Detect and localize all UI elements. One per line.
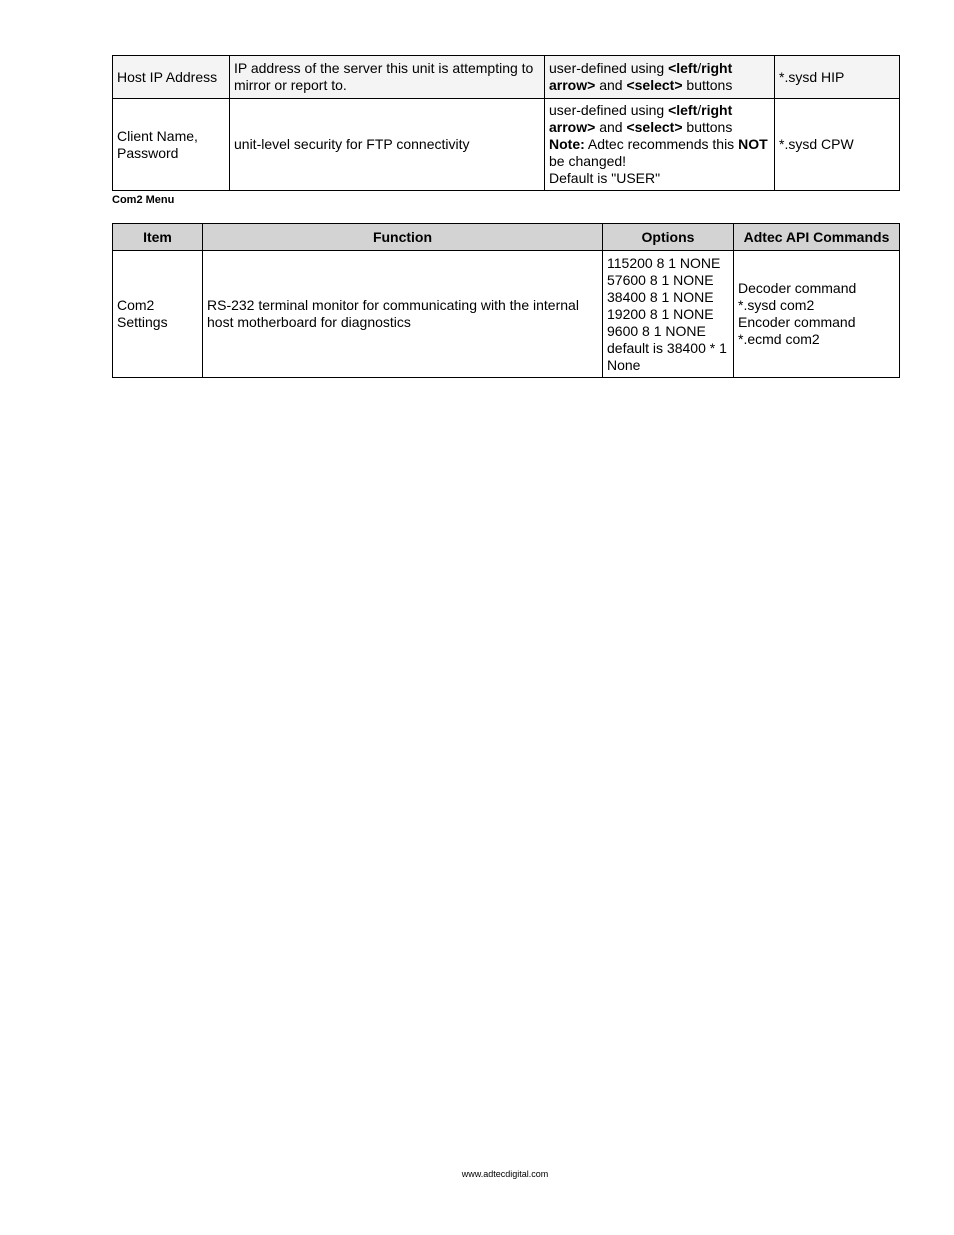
header-item: Item — [113, 224, 203, 251]
section-caption: Com2 Menu — [112, 194, 175, 206]
header-commands: Adtec API Commands — [734, 224, 900, 251]
default-text: Default is "USER" — [549, 170, 661, 186]
header-function: Function — [203, 224, 603, 251]
note-label: Note: — [549, 136, 585, 152]
function-cell: RS-232 terminal monitor for communicating with the internal host motherboard for diagnostics — [203, 251, 603, 378]
command-cell: *.sysd HIP — [775, 56, 900, 99]
options-cell: user-defined using <left/right arrow> and <select> buttons Note: Adtec recommends this NOT be changed! Default is "USER" — [545, 99, 775, 191]
footer-url: www.adtecdigital.com — [461, 1169, 549, 1179]
options-cell: user-defined using <left/right arrow> and <select> buttons — [545, 56, 775, 99]
item-cell: Com2 Settings — [113, 251, 203, 378]
function-cell: IP address of the server this unit is attempting to mirror or report to. — [230, 56, 545, 99]
item-cell: Client Name, Password — [113, 99, 230, 191]
function-cell: unit-level security for FTP connectivity — [230, 99, 545, 191]
com2-menu-table — [112, 223, 900, 378]
table-row — [113, 99, 900, 191]
table-row — [113, 251, 900, 378]
item-cell: Host IP Address — [113, 56, 230, 99]
header-options: Options — [603, 224, 734, 251]
commands-cell: Decoder command *.sysd com2 Encoder command *.ecmd com2 — [734, 251, 900, 378]
options-cell: 115200 8 1 NONE 57600 8 1 NONE 38400 8 1 NONE 19200 8 1 NONE 9600 8 1 NONE default is 38400 * 1 None — [603, 251, 734, 378]
command-cell: *.sysd CPW — [775, 99, 900, 191]
table-row — [113, 56, 900, 99]
table-header-row — [113, 224, 900, 251]
settings-table-continued — [112, 55, 900, 191]
